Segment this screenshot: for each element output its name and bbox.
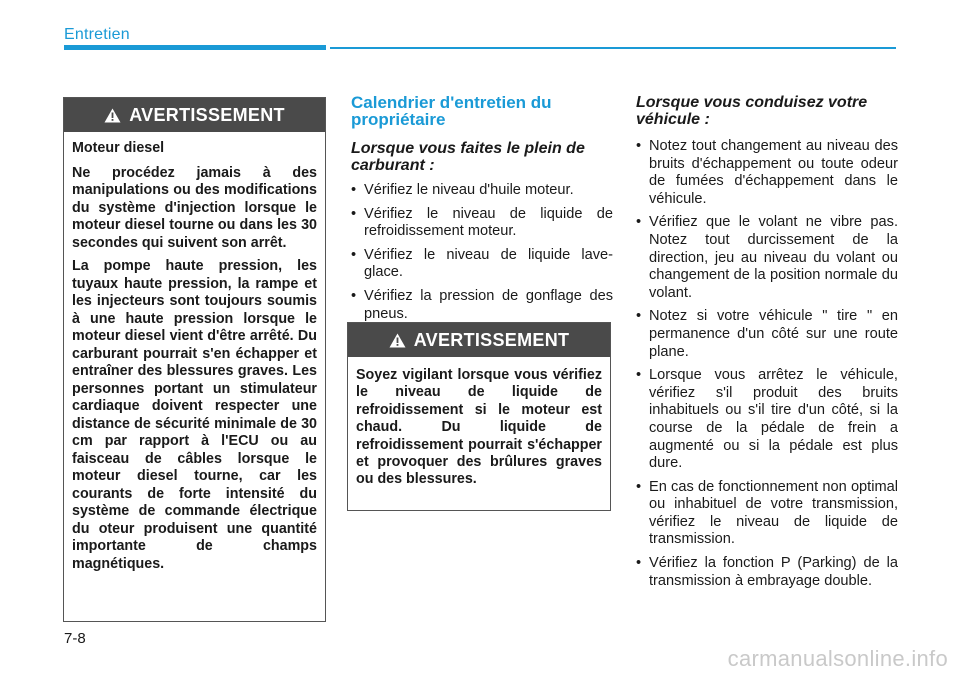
- watermark: carmanualsonline.info: [727, 646, 948, 671]
- warning-paragraph: Moteur diesel: [72, 140, 165, 156]
- section-heading: Calendrier d'entretien du propriétaire: [351, 93, 552, 129]
- list-item: • Vérifiez le niveau d'huile moteur.: [351, 182, 613, 200]
- list-item: • Vérifiez la pression de gonflage des pneus.: [351, 288, 613, 323]
- middle-column: [351, 94, 613, 329]
- warning-triangle-icon: [104, 108, 121, 123]
- warning-paragraph: La pompe haute pression, les tuyaux haute pression, la rampe et les injecteurs sont toujours soumis à une haute pression lorsque le moteur diesel vient d'être arrêté. Du carburant pourrait s'en échapper et entraîner des blessures graves. Les personnes portant un stimulateur cardiaque doivent respecter une distance de sécurité minimale de 30 cm par rapport à l'ECU ou au faisceau de câbles lorsque le moteur diesel tourne, car les courants de forte intensité du système de commande électrique du oteur produisent une quantité importante de champs magnétiques.: [72, 258, 317, 572]
- warning-header-label: AVERTISSEMENT: [413, 329, 570, 350]
- header-rule-thick: [64, 45, 326, 50]
- page-number: 7-8: [64, 630, 86, 647]
- list-item: • Vérifiez que le volant ne vibre pas. Notez tout durcissement de la direction, jeu au niveau du volant ou changement de la position normale du volant.: [636, 214, 898, 302]
- warning-header: [64, 98, 325, 132]
- list-item: • Vérifiez le niveau de liquide de refroidissement moteur.: [351, 206, 613, 241]
- warning-body: [348, 357, 610, 501]
- checklist: [351, 182, 613, 323]
- subsection-heading: Lorsque vous conduisez votre véhicule :: [636, 94, 868, 128]
- list-item: • Vérifiez la fonction P (Parking) de la transmission à embrayage double.: [636, 555, 898, 590]
- warning-header-label: AVERTISSEMENT: [129, 104, 285, 125]
- warning-body: [64, 132, 325, 585]
- section-title: Entretien: [64, 26, 130, 43]
- warning-header: [348, 323, 610, 357]
- warning-box-diesel: [63, 97, 326, 622]
- list-item: • En cas de fonctionnement non optimal ou inhabituel de votre transmission, vérifiez le niveau de liquide de transmission.: [636, 479, 898, 549]
- warning-paragraph: Soyez vigilant lorsque vous vérifiez le niveau de liquide de refroidissement si le moteur est chaud. Du liquide de refroidissement pourrait s'échapper et provoquer des brûlures graves ou des blessures.: [356, 367, 602, 488]
- list-item: • Lorsque vous arrêtez le véhicule, vérifiez s'il produit des bruits inhabituels ou s'il tire d'un côté, si la course de la pédale de frein a augmenté ou si la pédale est plus dure.: [636, 367, 898, 473]
- header-rule-thin: [330, 47, 896, 49]
- warning-box-coolant: [347, 322, 611, 511]
- checklist: [636, 138, 898, 590]
- list-item: • Notez si votre véhicule " tire " en permanence d'un côté sur une route plane.: [636, 308, 898, 361]
- subsection-heading: Lorsque vous faites le plein de carburant :: [351, 140, 585, 174]
- warning-paragraph: Ne procédez jamais à des manipulations ou des modifications du système d'injection lorsque le moteur diesel tourne ou dans les 30 secondes qui suivent son arrêt.: [72, 164, 317, 251]
- warning-triangle-icon: [389, 333, 406, 348]
- list-item: • Notez tout changement au niveau des bruits d'échappement ou toute odeur de fumées d'échappement dans le véhicule.: [636, 138, 898, 208]
- right-column: [636, 94, 898, 596]
- list-item: • Vérifiez le niveau de liquide lave-glace.: [351, 247, 613, 282]
